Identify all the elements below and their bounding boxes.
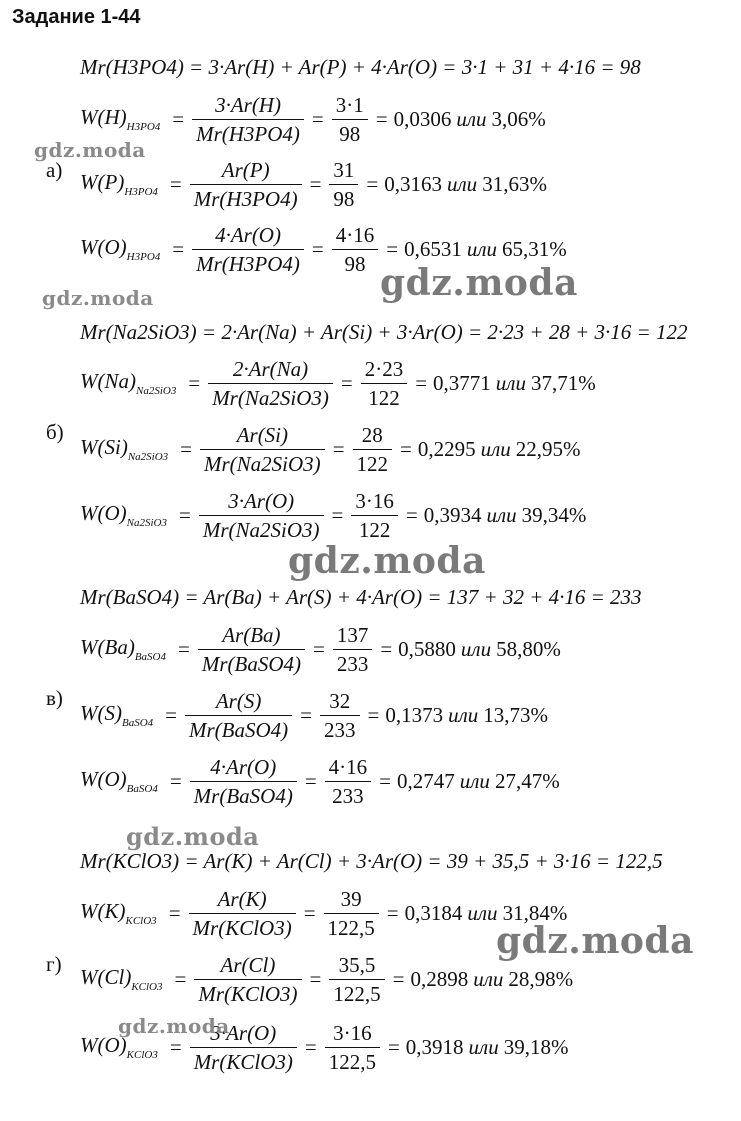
fraction-row: $W(O)_{BaSO4}$ = $\frac{4\cdot Ar(O)}{\text{Mr(BaSO4)}}$ = $\frac{4\cdot 16}{233}$ = 0,2747 или 27,47% [80, 754, 560, 808]
part-label: г) [46, 952, 62, 976]
fraction-row: $W(H)_{H3PO4}$ = $\frac{3\cdot Ar(H)}{Mr(H3PO4)}$ = $\frac{3\cdot 1}{98}$ = 0,0306 или 3,06% [80, 92, 546, 146]
fraction-row: $W(O)_{H3PO4}$ = $\frac{4\cdot Ar(O)}{Mr(H3PO4)}$ = $\frac{4\cdot 16}{98}$ = 0,6531 или 65,31% [80, 222, 567, 276]
watermark: gdz.moda [34, 138, 146, 162]
fraction-row: $W(O)_{Na2SiO3}$ = $\frac{3\cdot Ar(O)}{\text{Mr(Na2SiO3)}}$ = $\frac{3\cdot 16}{122}$ = 0,3934 или 39,34% [80, 488, 587, 542]
watermark: gdz.moda [42, 286, 154, 310]
watermark: gdz.moda [126, 822, 260, 851]
fraction-row: $W(Na)_{Na2SiO3}$ = $\frac{2\cdot Ar(Na)}{\text{Mr(Na2SiO3)}}$ = $\frac{2\cdot 23}{122}$ = 0,3771 или 37,71% [80, 356, 596, 410]
molar-mass-text: Mr(H3PO4) = 3·Ar(H) + Ar(P) + 4·Ar(O) = 3·1 + 31 + 4·16 = 98 [80, 54, 641, 79]
molar-mass-line: Mr(BaSO4) = Ar(Ba) + Ar(S) + 4·Ar(O) = 137 + 32 + 4·16 = 233 [80, 584, 642, 609]
fraction-row: $W(Si)_{Na2SiO3}$ = $\frac{Ar(Si)}{\text{Mr(Na2SiO3)}}$ = $\frac{28}{122}$ = 0,2295 или 22,95% [80, 422, 581, 476]
fraction-row: $W(Cl)_{KClO3}$ = $\frac{Ar(Cl)}{\text{Mr(KClO3)}}$ = $\frac{35,5}{122,5}$ = 0,2898 или 28,98% [80, 952, 574, 1006]
fraction-row: $W(Ba)_{BaSO4}$ = $\frac{Ar(Ba)}{\text{Mr(BaSO4)}}$ = $\frac{137}{233}$ = 0,5880 или 58,80% [80, 622, 561, 676]
watermark: gdz.moda [380, 262, 578, 304]
result-value: 0,0306 или 3,06% [393, 106, 546, 131]
fraction-row: $W(P)_{H3PO4}$ = $\frac{Ar(P)}{Mr(H3PO4)}$ = $\frac{31}{98}$ = 0,3163 или 31,63% [80, 157, 547, 211]
watermark: gdz.moda [288, 540, 486, 582]
fraction-row: $W(K)_{KClO3}$ = $\frac{Ar(K)}{\text{Mr(KClO3)}}$ = $\frac{39}{122,5}$ = 0,3184 или 31,84% [80, 886, 568, 940]
page-title: Задание 1-44 [12, 6, 141, 28]
part-label: в) [46, 686, 63, 710]
fraction-numeric: $\frac{3\cdot 1}{98}$ [332, 91, 368, 148]
mass-fraction-symbol: $W(H)_{H3PO4}$ [80, 105, 161, 133]
fraction-formula: $\frac{3\cdot Ar(H)}{Mr(H3PO4)}$ [192, 91, 304, 148]
molar-mass-line [80, 52, 641, 82]
fraction-row: $W(S)_{BaSO4}$ = $\frac{Ar(S)}{\text{Mr(BaSO4)}}$ = $\frac{32}{233}$ = 0,1373 или 13,73% [80, 688, 549, 742]
part-label: а) [46, 158, 63, 182]
part-label: б) [46, 420, 64, 444]
watermark: gdz.moda [496, 920, 694, 962]
watermark: gdz.moda [118, 1014, 230, 1038]
molar-mass-line: Mr(KClO3) = Ar(K) + Ar(Cl) + 3·Ar(O) = 39 + 35,5 + 3·16 = 122,5 [80, 848, 663, 873]
molar-mass-line: Mr(Na2SiO3) = 2·Ar(Na) + Ar(Si) + 3·Ar(O) = 2·23 + 28 + 3·16 = 122 [80, 319, 688, 344]
fraction-row: $W(O)_{KClO3}$ = $\frac{3\cdot Ar(O)}{\text{Mr(KClO3)}}$ = $\frac{3\cdot 16}{122,5}$ = 0,3918 или 39,18% [80, 1020, 569, 1074]
